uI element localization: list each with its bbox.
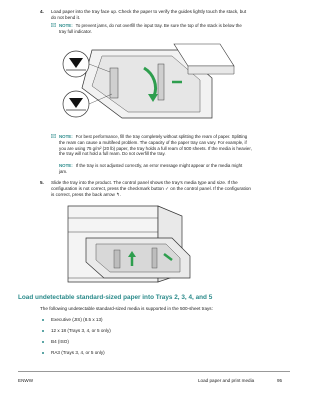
step-number-5: 5.: [40, 180, 44, 185]
step-4-text: [51, 9, 296, 21]
bullet-marker: [42, 352, 44, 354]
list-item: RA3 (Trays 3, 4, or 5 only): [51, 350, 105, 355]
note-label: NOTE:: [59, 134, 73, 139]
printer-tray-figure: [62, 204, 198, 284]
note-line-2: tray full indicator.: [59, 28, 92, 34]
note-3-line-1: If the tray is not adjusted correctly, an error message might appear or the media might: [75, 163, 243, 168]
note-icon: [51, 134, 56, 138]
step-5-line-1: Slide the tray into the product. The control panel shows the tray's media type and size. If the: [51, 180, 238, 185]
step-4-line-1: Load paper into the tray face up. Check the paper to verify the guides lightly touch the stack, but: [51, 9, 247, 14]
footer-left: ENWW: [18, 378, 34, 383]
note-best-performance: [51, 134, 296, 157]
step-number-4: 4.: [40, 9, 44, 14]
detail-circle-top: [63, 51, 89, 77]
tray-paper-loading-figure: [62, 38, 242, 130]
step-5-line-3: is correct, press the back arrow ↰.: [51, 192, 122, 197]
note-2-line-2: the ream can cause a multifeed problem. The capacity of the paper tray can vary. For example, if: [59, 139, 247, 145]
list-item: B4 (ISO): [51, 339, 69, 344]
note-2-line-3: you are using 75 g/m² (20 lb) paper, the tray holds a full ream of 500 sheets. If the media is heavier,: [59, 145, 252, 151]
section-heading: Load undetectable standard-sized paper into Trays 2, 3, 4, and 5: [18, 294, 213, 301]
bullet-marker: [42, 330, 44, 332]
detail-circle-bottom: [63, 91, 89, 117]
note-icon: [51, 23, 56, 27]
note-label: NOTE:: [59, 23, 73, 28]
step-5-line-2: configuration is not correct, press the checkmark button ✓ on the control panel. If the configuration: [51, 186, 251, 191]
note-label: NOTE:: [59, 163, 73, 168]
step-4-line-2: do not bend it.: [51, 15, 81, 20]
bullet-marker: [42, 341, 44, 343]
bullet-marker: [42, 319, 44, 321]
note-2-line-1: For best performance, fill the tray completely without splitting the ream of paper. Splitting: [75, 134, 248, 139]
note-2-line-4: the tray will not hold a full ream. Do not overfill the tray.: [59, 151, 166, 157]
note-3-line-2: jam.: [59, 168, 68, 174]
footer-divider: [18, 371, 290, 372]
note-line-1: To prevent jams, do not overfill the input tray. Be sure the top of the stack is below the: [75, 23, 242, 28]
list-item: 12 x 18 (Trays 3, 4, or 5 only): [51, 328, 111, 333]
note-overfill: [51, 23, 296, 35]
step-5-text: [51, 180, 296, 198]
list-item: Executive (JIS) (8.5 x 13): [51, 317, 103, 322]
page-number: 95: [277, 378, 283, 383]
note-tray-adjust: [51, 163, 296, 175]
footer-title: Load paper and print media: [198, 378, 255, 383]
section-intro: The following undetectable standard-sized media is supported in the 500-sheet trays:: [40, 306, 213, 311]
